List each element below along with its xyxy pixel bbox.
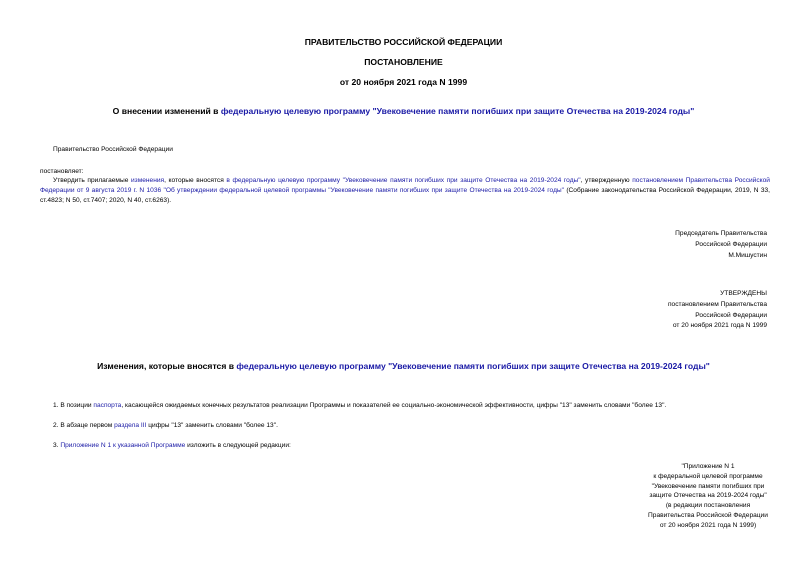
resolution-paragraph [40, 176, 770, 206]
p1-text-c: , утвержденную [580, 177, 633, 184]
document-title-prefix: О внесении изменений в [112, 106, 221, 116]
appendix-line-7: от 20 ноября 2021 года N 1999) [659, 521, 757, 529]
item3-text-b: изложить в следующей редакции: [185, 442, 291, 449]
item2-text-b: цифры "13" заменить словами "более 13". [146, 422, 278, 429]
approved-by: постановлением Правительства [667, 300, 767, 308]
changes-program-link[interactable]: федеральную целевую программу "Увековечение памяти погибших при защите Отечества на 2019-2024 годы" [236, 361, 710, 371]
government-heading: ПРАВИТЕЛЬСТВО РОССИЙСКОЙ ФЕДЕРАЦИИ [304, 37, 503, 47]
section-iii-link[interactable]: раздела III [114, 422, 147, 429]
signature-position: Председатель Правительства [675, 230, 767, 237]
signature-block [675, 229, 767, 261]
approval-block [668, 289, 767, 332]
appendix-line-3: "Увековечение памяти погибших при [651, 482, 765, 490]
document-type: ПОСТАНОВЛЕНИЕ [364, 57, 443, 67]
appendix-line-2: к федеральной целевой программе [653, 472, 763, 480]
appendix-1-link[interactable]: Приложение N 1 к указанной Программе [60, 442, 186, 449]
change-item-3 [53, 441, 291, 451]
p1-text-a: Утвердить прилагаемые [53, 177, 131, 184]
program-link[interactable]: федеральную целевую программу "Увековечение памяти погибших при защите Отечества на 2019-2024 годы" [220, 106, 695, 116]
signature-organization: Российской Федерации [695, 240, 767, 248]
resolution-1036-link[interactable]: Правительства Российской Федерации от 9 августа 2019 г. N 1036 "Об утверждении федеральной целевой программы "Увековечение памяти погибших при защите Отечества на 2019-2024 годы" [40, 177, 770, 194]
appendix-line-4: защите Отечества на 2019-2024 годы" [649, 492, 767, 500]
program-inline-link[interactable]: в федеральную целевую программу "Увековечение памяти погибших при защите Отечества на 2019-2024 годы" [226, 177, 581, 184]
passport-link[interactable]: паспорта [93, 402, 122, 409]
decree-word: постановляет: [40, 168, 84, 175]
item1-text-b: , касающейся ожидаемых конечных результатов реализации Программы и показателей ее социально-экономической эффективности, цифры "13" заменить словами "более 13". [121, 402, 667, 409]
appendix-line-5: (в редакции постановления [665, 502, 751, 510]
item1-text-a: 1. В позиции [53, 402, 94, 409]
document-title [0, 106, 807, 116]
change-item-2 [53, 421, 278, 431]
appendix-heading-block [610, 462, 806, 531]
resolution-link[interactable]: постановлением [632, 177, 684, 184]
p1-text-d: (Собрание законодательства Российской Федерации, 2019, N 33, ст.4823; N 50, ст.7407; 2020, N 40, ст.6263). [40, 187, 770, 204]
appendix-line-1: "Приложение N 1 [681, 463, 735, 470]
intro-text: Правительство Российской Федерации [53, 146, 173, 153]
appendix-line-6: Правительства Российской Федерации [648, 511, 768, 519]
item2-text-a: 2. В абзаце первом [53, 422, 115, 429]
item3-text-a: 3. [53, 442, 61, 449]
changes-title [0, 361, 807, 371]
approved-heading: УТВЕРЖДЕНЫ [720, 290, 767, 297]
approved-organization: Российской Федерации [695, 311, 767, 319]
p1-text-b: , которые вносятся [164, 177, 227, 184]
approved-date: от 20 ноября 2021 года N 1999 [672, 322, 767, 330]
change-item-1 [53, 401, 666, 411]
changes-title-prefix: Изменения, которые вносятся в [97, 361, 237, 371]
signature-name: М.Мишустин [728, 251, 767, 259]
changes-link[interactable]: изменения [130, 177, 165, 184]
document-date-number: от 20 ноября 2021 года N 1999 [339, 77, 468, 87]
